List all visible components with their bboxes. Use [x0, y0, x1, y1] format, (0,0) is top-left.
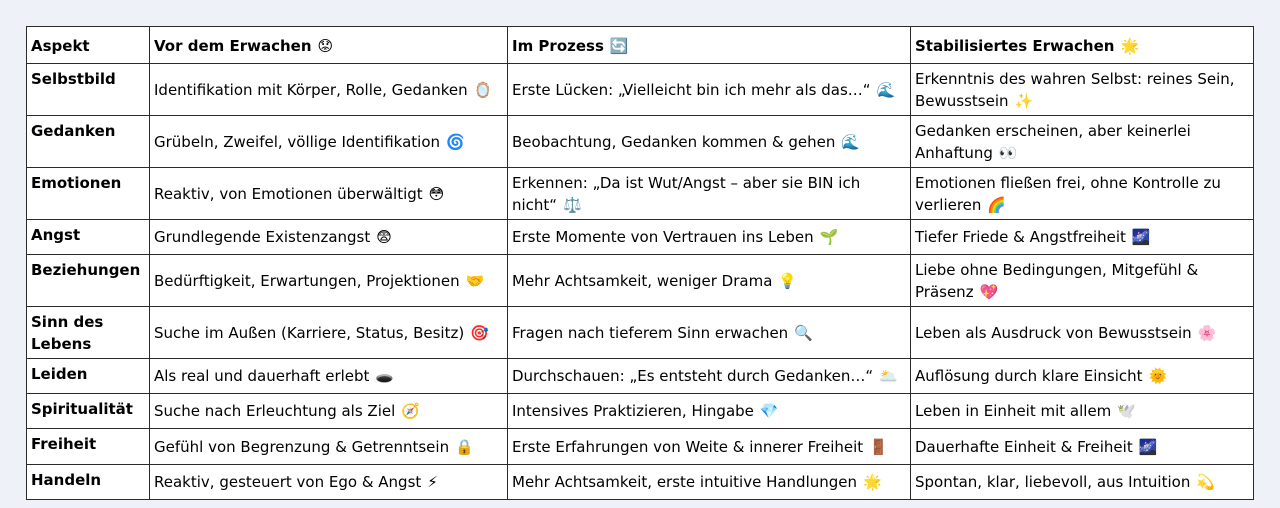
star-glow-icon: 🌟 — [1120, 37, 1140, 55]
door-icon: 🚪 — [869, 437, 888, 456]
process-cell: Beobachtung, Gedanken kommen & gehen 🌊 — [508, 116, 911, 168]
seedling-icon: 🌱 — [819, 228, 839, 246]
balance-scale-icon: ⚖️ — [563, 195, 582, 214]
rainbow-icon: 🌈 — [987, 195, 1007, 214]
stable-cell: Erkenntnis des wahren Selbst: reines Sein, Bewusstsein ✨ — [911, 64, 1254, 116]
aspect-cell: Angst — [27, 220, 150, 255]
table-row — [27, 465, 1254, 500]
milky-way-icon: 🌌 — [1138, 437, 1158, 456]
eyes-icon: 👀 — [998, 143, 1018, 162]
compass-icon: 🧭 — [401, 402, 420, 420]
aspect-cell: Emotionen — [27, 168, 150, 220]
before-cell: Grundlegende Existenzangst 😨 — [150, 220, 508, 255]
lightbulb-icon: 💡 — [778, 271, 798, 290]
table-row — [27, 220, 1254, 255]
table-row — [27, 168, 1254, 220]
aspect-cell: Handeln — [27, 465, 150, 500]
aspect-cell: Leiden — [27, 359, 150, 394]
cycle-arrows-icon: 🔄 — [609, 37, 629, 55]
table-row — [27, 307, 1254, 359]
mirror-icon: 🪞 — [473, 80, 493, 99]
header-row — [27, 27, 1254, 64]
table-row — [27, 116, 1254, 168]
aspect-cell: Beziehungen — [27, 255, 150, 307]
stable-cell: Leben in Einheit mit allem 🕊️ — [911, 394, 1254, 429]
magnifier-icon: 🔍 — [794, 323, 813, 342]
before-cell: Als real und dauerhaft erlebt 🕳️ — [150, 359, 508, 394]
aspect-cell: Gedanken — [27, 116, 150, 168]
stable-cell: Gedanken erscheinen, aber keinerlei Anhaftung 👀 — [911, 116, 1254, 168]
dizzy-star-icon: 💫 — [1196, 473, 1216, 491]
spiral-icon: 🌀 — [446, 132, 465, 151]
table-row — [27, 394, 1254, 429]
before-cell: Bedürftigkeit, Erwartungen, Projektionen 🤝 — [150, 255, 508, 307]
aspect-cell: Spiritualität — [27, 394, 150, 429]
before-cell: Identifikation mit Körper, Rolle, Gedanken 🪞 — [150, 64, 508, 116]
lock-icon: 🔒 — [455, 437, 474, 456]
before-cell: Suche nach Erleuchtung als Ziel 🧭 — [150, 394, 508, 429]
lightning-icon: ⚡ — [427, 473, 438, 491]
stable-cell: Spontan, klar, liebevoll, aus Intuition 💫 — [911, 465, 1254, 500]
sun-behind-cloud-icon: 🌥️ — [879, 367, 898, 385]
table-row — [27, 359, 1254, 394]
process-cell: Erste Lücken: „Vielleicht bin ich mehr als das…“ 🌊 — [508, 64, 911, 116]
process-cell: Mehr Achtsamkeit, erste intuitive Handlungen 🌟 — [508, 465, 911, 500]
before-cell: Gefühl von Begrenzung & Getrenntsein 🔒 — [150, 429, 508, 465]
comparison-table — [26, 26, 1254, 500]
process-cell: Durchschauen: „Es entsteht durch Gedanken…“ 🌥️ — [508, 359, 911, 394]
milky-way-icon: 🌌 — [1131, 228, 1151, 246]
wave-icon: 🌊 — [841, 132, 861, 151]
stable-cell: Auflösung durch klare Einsicht 🌞 — [911, 359, 1254, 394]
header-process: Im Prozess 🔄 — [508, 27, 911, 64]
hole-icon: 🕳️ — [375, 367, 395, 385]
sun-face-icon: 🌞 — [1148, 367, 1168, 385]
table-row — [27, 429, 1254, 465]
process-cell: Fragen nach tieferem Sinn erwachen 🔍 — [508, 307, 911, 359]
handshake-icon: 🤝 — [465, 271, 485, 290]
process-cell: Erkennen: „Da ist Wut/Angst – aber sie BIN ich nicht“ ⚖️ — [508, 168, 911, 220]
aspect-cell: Freiheit — [27, 429, 150, 465]
dove-icon: 🕊️ — [1117, 402, 1136, 420]
aspect-cell: Sinn des Lebens — [27, 307, 150, 359]
gem-icon: 💎 — [759, 402, 779, 420]
worried-face-icon: 😟 — [317, 37, 334, 55]
before-cell: Suche im Außen (Karriere, Status, Besitz) 🎯 — [150, 307, 508, 359]
stable-cell: Leben als Ausdruck von Bewusstsein 🌸 — [911, 307, 1254, 359]
process-cell: Erste Erfahrungen von Weite & innerer Freiheit 🚪 — [508, 429, 911, 465]
stable-cell: Emotionen fließen frei, ohne Kontrolle zu verlieren 🌈 — [911, 168, 1254, 220]
stable-cell: Liebe ohne Bedingungen, Mitgefühl & Präsenz 💖 — [911, 255, 1254, 307]
flushed-face-icon: 😳 — [428, 184, 445, 203]
aspect-cell: Selbstbild — [27, 64, 150, 116]
wave-icon: 🌊 — [876, 80, 896, 99]
process-cell: Erste Momente von Vertrauen ins Leben 🌱 — [508, 220, 911, 255]
fearful-face-icon: 😨 — [376, 228, 392, 246]
before-cell: Grübeln, Zweifel, völlige Identifikation 🌀 — [150, 116, 508, 168]
header-before: Vor dem Erwachen 😟 — [150, 27, 508, 64]
before-cell: Reaktiv, von Emotionen überwältigt 😳 — [150, 168, 508, 220]
target-icon: 🎯 — [470, 323, 489, 342]
blossom-icon: 🌸 — [1197, 323, 1217, 342]
header-aspect: Aspekt — [27, 27, 150, 64]
sparkles-icon: ✨ — [1014, 91, 1034, 110]
sparkling-heart-icon: 💖 — [979, 282, 999, 301]
header-stable: Stabilisiertes Erwachen 🌟 — [911, 27, 1254, 64]
process-cell: Mehr Achtsamkeit, weniger Drama 💡 — [508, 255, 911, 307]
star-glow-icon: 🌟 — [863, 473, 882, 491]
before-cell: Reaktiv, gesteuert von Ego & Angst ⚡ — [150, 465, 508, 500]
table-row — [27, 255, 1254, 307]
process-cell: Intensives Praktizieren, Hingabe 💎 — [508, 394, 911, 429]
table-row — [27, 64, 1254, 116]
stable-cell: Tiefer Friede & Angstfreiheit 🌌 — [911, 220, 1254, 255]
stable-cell: Dauerhafte Einheit & Freiheit 🌌 — [911, 429, 1254, 465]
